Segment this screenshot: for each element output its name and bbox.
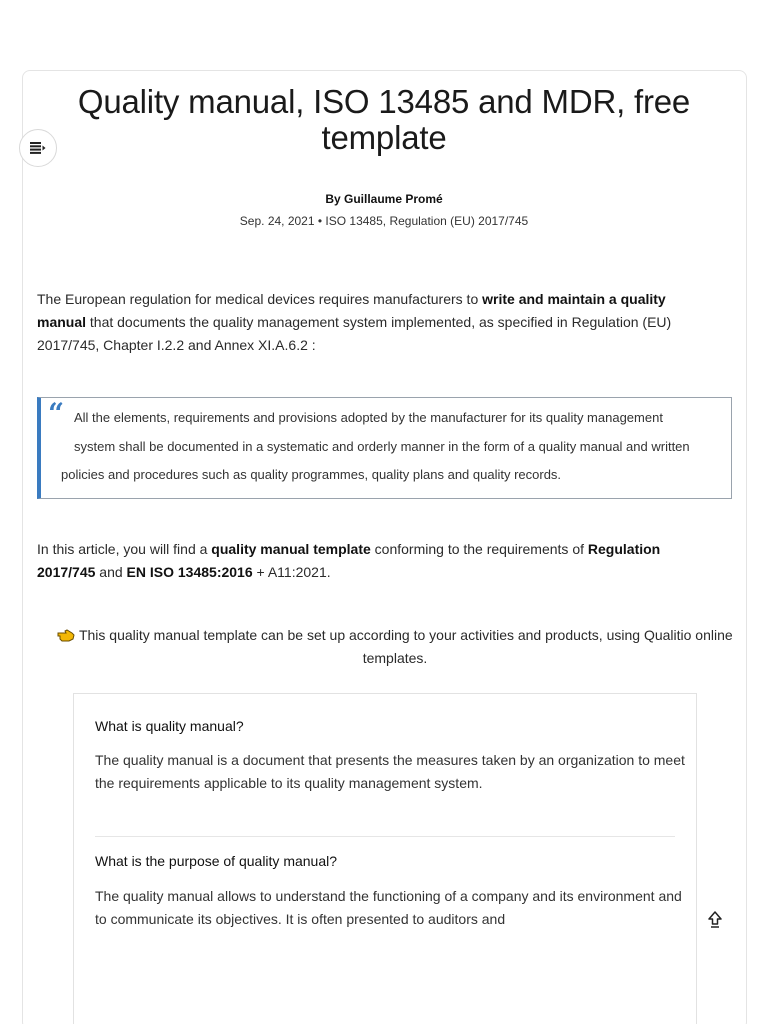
scroll-to-top-button[interactable]: [705, 908, 725, 932]
article-paragraph: [37, 538, 717, 584]
quote-line-1: All the elements, requirements and provisions adopted by the manufacturer for its quality management: [74, 410, 663, 425]
article-bold-1: quality manual template: [211, 541, 371, 557]
intro-bold-1: write and maintain a quality manual: [37, 291, 666, 330]
article-text-3: and: [95, 564, 127, 580]
author-byline[interactable]: By Guillaume Promé: [325, 192, 443, 206]
faq-question-1[interactable]: What is quality manual?: [95, 718, 244, 734]
template-note: [50, 624, 740, 670]
quote-line-3: policies and procedures such as quality programmes, quality plans and quality records.: [61, 467, 562, 482]
article-bold-2: Regulation 2017/745: [37, 541, 661, 580]
quote-line-2: system shall be documented in a systematic and orderly manner in the form of a quality manual and written: [74, 438, 690, 454]
table-of-contents-icon: [30, 142, 46, 154]
article-text-1: In this article, you will find a: [37, 541, 212, 557]
faq-answer-2: The quality manual allows to understand the functioning of a company and its environment and to communicate its objectives. It is often presented to auditors and: [95, 888, 682, 927]
faq-box: [73, 693, 697, 1024]
intro-text-2: that documents the quality management system implemented, as specified in Regulation (EU) 2017/745, Chapter I.2.2 and Annex XI.A.6.2 :: [37, 314, 672, 353]
toc-button[interactable]: [19, 129, 57, 167]
quote-mark-icon: “: [48, 397, 65, 430]
template-note-text: This quality manual template can be set up according to your activities and products, using Qualitio online templates.: [78, 627, 733, 666]
quote-text: [61, 404, 726, 490]
page-title: Quality manual, ISO 13485 and MDR, free template: [77, 83, 691, 156]
faq-answer-1: The quality manual is a document that presents the measures taken by an organization to meet the requirements applicable to its quality management system.: [95, 752, 685, 791]
article-bold-3: EN ISO 13485:2016: [126, 564, 253, 580]
pointing-hand-icon: [57, 628, 75, 642]
article-meta: Sep. 24, 2021 • ISO 13485, Regulation (EU) 2017/745: [239, 214, 529, 228]
intro-text-1: The European regulation for medical devices requires manufacturers to: [37, 291, 483, 307]
regulation-quote: [37, 397, 732, 499]
arrow-up-icon: [708, 911, 722, 929]
faq-question-2[interactable]: What is the purpose of quality manual?: [95, 853, 338, 869]
intro-paragraph: [37, 288, 717, 357]
article-text-2: conforming to the requirements of: [370, 541, 588, 557]
faq-divider: [95, 836, 675, 837]
article-text-4: + A11:2021.: [252, 564, 331, 580]
